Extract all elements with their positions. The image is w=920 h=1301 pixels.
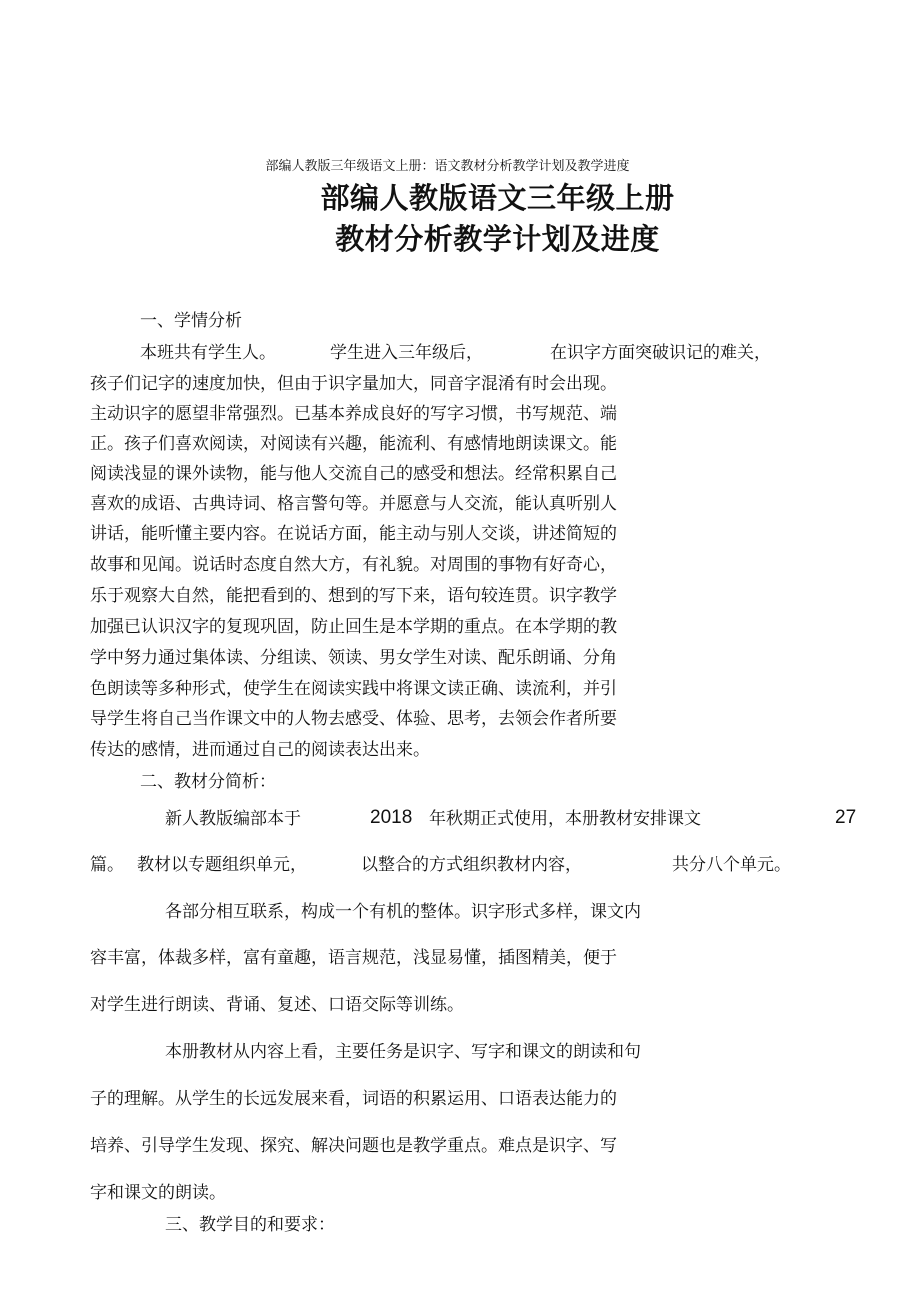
paragraph-line: 乐于观察大自然，能把看到的、想到的写下来，语句较连贯。识字教学 [90,586,617,606]
paragraph-line: 新人教版编部本于 [165,809,301,829]
paragraph-line: 以整合的方式组织教材内容， [361,855,582,875]
paragraph-line: 导学生将自己当作课文中的人物去感受、体验、思考，去领会作者所要 [90,709,617,729]
section-heading-1: 一、学情分析 [140,311,242,331]
paragraph-line: 培养、引导学生发现、探究、解决问题也是教学重点。难点是识字、写 [90,1136,617,1156]
paragraph-line: 本册教材从内容上看，主要任务是识字、写字和课文的朗读和句 [165,1042,641,1062]
paragraph-line: 学生进入三年级后， [330,343,483,363]
paragraph-line: 对学生进行朗读、背诵、复述、口语交际等训练。 [90,995,464,1015]
paragraph-line: 色朗读等多种形式，使学生在阅读实践中将课文读正确、读流利，并引 [90,679,617,699]
paragraph-line: 主动识字的愿望非常强烈。已基本养成良好的写字习惯，书写规范、端 [90,404,617,424]
paragraph-line: 容丰富，体裁多样，富有童趣，语言规范，浅显易懂，插图精美，便于 [90,948,617,968]
paragraph-line: 喜欢的成语、古典诗词、格言警句等。并愿意与人交流，能认真听别人 [90,494,617,514]
paragraph-line: 本班共有学生人。 [140,343,276,363]
paragraph-line: 教材以专题组织单元， [137,855,307,875]
paragraph-line: 子的理解。从学生的长远发展来看，词语的积累运用、口语表达能力的 [90,1089,617,1109]
section-heading-2: 二、教材分简析： [140,772,276,792]
paragraph-line: 共分八个单元。 [672,855,791,875]
paragraph-line: 在识字方面突破识记的难关， [550,343,771,363]
paragraph-line: 加强已认识汉字的复现巩固，防止回生是本学期的重点。在本学期的教 [90,617,617,637]
paragraph-line: 正。孩子们喜欢阅读，对阅读有兴趣，能流利、有感情地朗读课文。能 [90,434,617,454]
paragraph-line: 篇。 [90,855,124,875]
running-header: 部编人教版三年级语文上册：语文教材分析教学计划及教学进度 [265,159,630,174]
lesson-count: 27 [835,807,857,828]
paragraph-line: 故事和见闻。说话时态度自然大方，有礼貌。对周围的事物有好奇心， [90,555,617,575]
paragraph-line: 年秋期正式使用，本册教材安排课文 [429,809,701,829]
year-number: 2018 [370,807,413,828]
paragraph-line: 字和课文的朗读。 [90,1183,226,1203]
paragraph-line: 阅读浅显的课外读物，能与他人交流自己的感受和想法。经常积累自己 [90,464,617,484]
paragraph-line: 讲话，能听懂主要内容。在说话方面，能主动与别人交谈，讲述简短的 [90,524,617,544]
document-title-line-2: 教材分析教学计划及进度 [335,222,660,256]
paragraph-line: 学中努力通过集体读、分组读、领读、男女学生对读、配乐朗诵、分角 [90,648,617,668]
paragraph-line: 传达的感情，进而通过自己的阅读表达出来。 [90,740,430,760]
document-title-line-1: 部编人教版语文三年级上册 [320,181,675,215]
paragraph-line: 各部分相互联系，构成一个有机的整体。识字形式多样，课文内 [165,902,641,922]
paragraph-line: 孩子们记字的速度加快，但由于识字量加大，同音字混淆有时会出现。 [90,374,617,394]
section-heading-3: 三、教学目的和要求： [165,1215,335,1235]
